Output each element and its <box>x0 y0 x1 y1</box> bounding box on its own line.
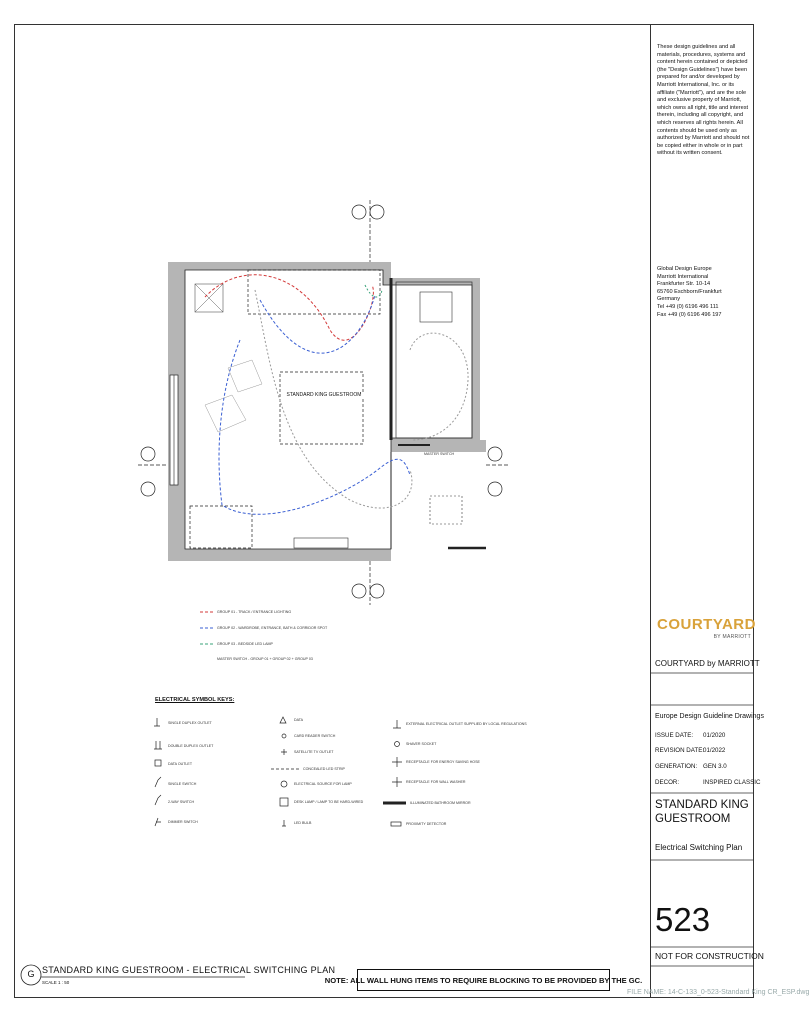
program-name: Europe Design Guideline Drawings <box>655 713 764 720</box>
address-line: Global Design Europe <box>657 266 712 272</box>
row-key: REVISION DATE: <box>655 747 705 754</box>
file-name: FILE NAME: 14-C-133_0-523-Standard King CR_ESP.dwg <box>627 989 809 996</box>
symbol-key-label: CARD READER SWITCH <box>294 734 336 738</box>
row-key: GENERATION: <box>655 763 698 770</box>
symbol-key-label: ELECTRICAL SOURCE FOR LAMP <box>294 782 352 786</box>
brand-name: COURTYARD by MARRIOTT <box>655 659 760 668</box>
decor-row <box>655 779 761 786</box>
revision-date-row <box>655 747 751 754</box>
circuit-legend-swatches <box>200 612 214 644</box>
courtyard-logo <box>657 616 756 640</box>
symbol-key-label: SINGLE SWITCH <box>168 782 197 786</box>
symbol-key-label: PROXIMITY DETECTOR <box>406 822 447 826</box>
issue-date-row <box>655 732 751 739</box>
symbol-key-label: CONCEALED LED STRIP <box>303 767 345 771</box>
plan-marker-letter: G <box>27 969 35 979</box>
symbol-key-glyphs <box>154 717 406 826</box>
address-line: Germany <box>657 296 681 303</box>
circuit-legend-item-1: GROUP 01 - TRACK / ENTRANCE LIGHTING <box>217 610 292 614</box>
row-key: DECOR: <box>655 779 680 786</box>
symbol-key-title: ELECTRICAL SYMBOL KEYS: <box>155 697 235 703</box>
circuit-legend-item-4: MASTER SWITCH - GROUP 01 + GROUP 02 + GROUP 03 <box>217 657 313 661</box>
row-value: GEN 3.0 <box>703 763 727 770</box>
row-key: ISSUE DATE: <box>655 732 694 739</box>
drawing-subtitle: Electrical Switching Plan <box>655 843 743 852</box>
symbol-key-label: RECEPTACLE FOR WALL WASHER <box>406 780 466 784</box>
drawing-title: STANDARD KING GUESTROOM <box>655 799 749 825</box>
row-value: 01/2022 <box>703 747 726 754</box>
circuit-legend-item-3: GROUP 03 - BEDSIDE LED LAMP <box>217 642 273 646</box>
symbol-key-label: DATA <box>294 718 304 722</box>
symbol-key-label: DOUBLE DUPLEX OUTLET <box>168 744 214 748</box>
address-line: Frankfurter Str. 10-14 <box>657 281 711 288</box>
logo-subline: BY MARRIOTT <box>713 634 751 640</box>
circuit-legend-item-2: GROUP 02 - WARDROBE, ENTRANCE, BATH & CORRIDOR SPOT <box>217 626 328 630</box>
row-value: INSPIRED CLASSIC <box>703 779 761 786</box>
symbol-key-label: DATA OUTLET <box>168 762 193 766</box>
master-switch-label: MASTER SWITCH <box>424 452 455 456</box>
plan-scale: SCALE 1 : 50 <box>42 980 70 985</box>
generation-row <box>655 763 751 770</box>
address-line: Fax +49 (0) 6196 496 197 <box>657 311 722 318</box>
symbol-key-label: DIMMER SWITCH <box>168 820 198 824</box>
shower <box>430 496 462 524</box>
address-line: 65760 Eschborn/Frankfurt <box>657 288 722 295</box>
symbol-key-label: DESK LAMP / LAMP TO BE HARD-WIRED <box>294 800 364 804</box>
sheet-number: 523 <box>655 901 711 938</box>
symbol-key-label: LED BULB <box>294 821 312 825</box>
logo-wordmark: COURTYARD <box>657 616 756 633</box>
room-label: STANDARD KING GUESTROOM <box>283 392 365 398</box>
address-line: Tel +49 (0) 6196 496 111 <box>657 303 719 310</box>
symbol-key-label: 2-WAY SWITCH <box>168 800 195 804</box>
room-walls <box>168 262 486 561</box>
symbol-key-label: SHAVER SOCKET <box>406 742 437 746</box>
blocking-note: NOTE: ALL WALL HUNG ITEMS TO REQUIRE BLOCKING TO BE PROVIDED BY THE GC. <box>357 969 610 991</box>
plan-title: STANDARD KING GUESTROOM - ELECTRICAL SWITCHING PLAN <box>42 965 336 975</box>
office-address <box>657 266 751 319</box>
address-line: Marriott International <box>657 273 709 280</box>
symbol-key-label: EXTERNAL ELECTRICAL OUTLET SUPPLIED BY LOCAL REGULATIONS <box>406 722 527 726</box>
row-value: 01/2020 <box>703 732 726 739</box>
symbol-key-label: SINGLE DUPLEX OUTLET <box>168 721 212 725</box>
symbol-key-label: ILLUMINATED BATHROOM MIRROR <box>410 801 471 805</box>
construction-status: NOT FOR CONSTRUCTION <box>655 951 764 961</box>
disclaimer-text: These design guidelines and all materials, procedures, systems and content herein contained or depicted (the "Design Guidelines") have been prepared for and/or developed by Marriott International, Inc. or its affiliate ("Marriott"), and are the sole and exclusive property of Marriott, which owns all right, title and interest therein, including all copyright, and which reserves all rights herein. All contents should be used only as authorized by Marriott and should not be copied either in whole or in part without its written consent. <box>657 44 750 157</box>
symbol-key-label: RECEPTACLE FOR ENERGY SAVING HOSE <box>406 760 480 764</box>
symbol-key-label: SATELLITE TV OUTLET <box>294 750 334 754</box>
